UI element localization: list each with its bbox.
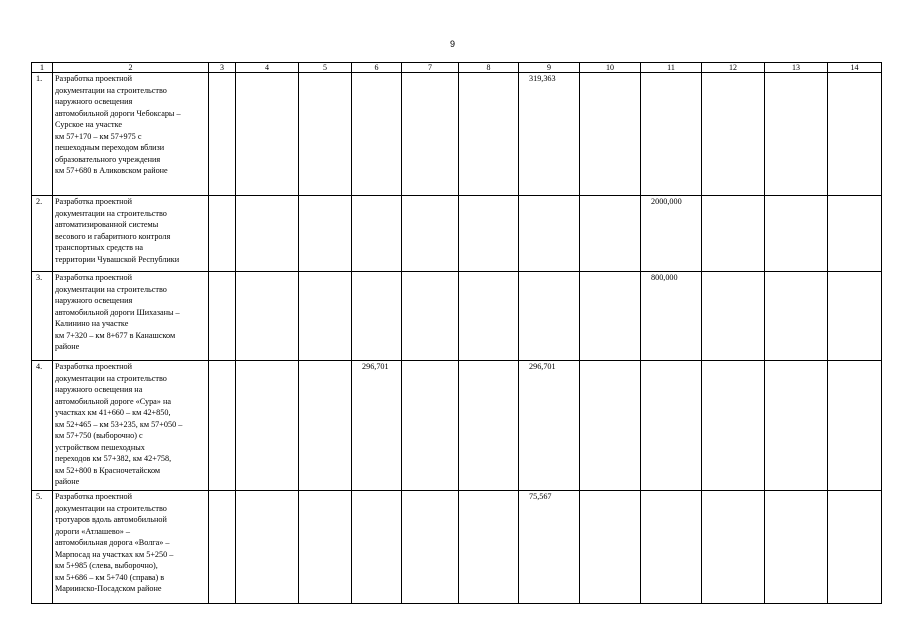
- description-line: км 52+465 – км 53+235, км 57+050 –: [55, 419, 183, 429]
- description-line: весового и габаритного контроля: [55, 231, 171, 241]
- value-cell-col-11: [641, 361, 702, 491]
- empty-cell: [209, 73, 236, 196]
- description-line: Разработка проектной: [55, 362, 133, 371]
- row-description: [53, 491, 209, 604]
- row-number: 3.: [32, 272, 53, 361]
- description-line: Калинино на участке: [55, 319, 129, 328]
- empty-cell: [702, 361, 765, 491]
- empty-cell: [580, 196, 641, 272]
- description-line: автоматизированной системы: [55, 220, 159, 229]
- value-cell-col-6: [352, 491, 402, 604]
- description-line: км 57+170 – км 57+975 с: [55, 131, 142, 141]
- header-cell-10: 10: [580, 63, 641, 73]
- description-line: Разработка проектной: [55, 197, 133, 206]
- value-cell-col-6: [352, 196, 402, 272]
- empty-cell: [459, 73, 519, 196]
- empty-cell: [402, 73, 459, 196]
- table-row: [32, 196, 882, 272]
- value-cell-col-9: 319,363: [519, 73, 580, 196]
- description-line: Марпосад на участках км 5+250 –: [55, 549, 174, 559]
- empty-cell: [702, 196, 765, 272]
- table-row: [32, 272, 882, 361]
- empty-cell: [702, 491, 765, 604]
- value-cell-col-11: 800,000: [641, 272, 702, 361]
- empty-cell: [299, 73, 352, 196]
- description-line: Мариинско-Посадском районе: [55, 584, 162, 593]
- empty-cell: [580, 491, 641, 604]
- description-line: Сурское на участке: [55, 120, 123, 129]
- description-line: наружного освещения: [55, 296, 133, 305]
- empty-cell: [299, 361, 352, 491]
- empty-cell: [299, 491, 352, 604]
- table-row: [32, 361, 882, 491]
- header-cell-8: 8: [459, 63, 519, 73]
- header-cell-13: 13: [765, 63, 828, 73]
- value-cell-col-11: 2000,000: [641, 196, 702, 272]
- funding-table: [31, 62, 882, 604]
- header-cell-5: 5: [299, 63, 352, 73]
- empty-cell: [402, 196, 459, 272]
- header-cell-1: 1: [32, 63, 53, 73]
- empty-cell: [580, 73, 641, 196]
- empty-cell: [236, 272, 299, 361]
- description-line: наружного освещения на: [55, 385, 143, 394]
- description-line: Разработка проектной: [55, 74, 133, 83]
- table-row: [32, 491, 882, 604]
- empty-cell: [580, 272, 641, 361]
- description-line: документации на строительство: [55, 208, 167, 218]
- header-cell-4: 4: [236, 63, 299, 73]
- description-line: документации на строительство: [55, 373, 167, 383]
- description-line: Разработка проектной: [55, 273, 133, 282]
- empty-cell: [236, 196, 299, 272]
- empty-cell: [209, 196, 236, 272]
- description-line: устройством пешеходных: [55, 442, 145, 452]
- description-line: тротуаров вдоль автомобильной: [55, 515, 167, 524]
- value-cell-col-9: 75,567: [519, 491, 580, 604]
- description-line: дороги «Атлашево» –: [55, 526, 131, 536]
- description-line: автомобильной дороги Шихазаны –: [55, 307, 180, 317]
- empty-cell: [828, 491, 882, 604]
- row-description: [53, 272, 209, 361]
- value-cell-col-11: [641, 73, 702, 196]
- description-line: автомобильной дороге «Сура» на: [55, 396, 171, 406]
- empty-cell: [702, 73, 765, 196]
- empty-cell: [459, 491, 519, 604]
- description-line: Разработка проектной: [55, 492, 133, 501]
- description-line: автомобильная дорога «Волга» –: [55, 538, 170, 547]
- page-number: 9: [449, 39, 455, 49]
- header-cell-6: 6: [352, 63, 402, 73]
- empty-cell: [236, 361, 299, 491]
- table-row: [32, 73, 882, 196]
- value-cell-col-6: [352, 272, 402, 361]
- empty-cell: [209, 272, 236, 361]
- description-line: км 57+750 (выборочно) с: [55, 431, 143, 440]
- description-line: транспортных средств на: [55, 243, 144, 252]
- row-description: [53, 196, 209, 272]
- empty-cell: [299, 196, 352, 272]
- description-line: документации на строительство: [55, 284, 167, 294]
- empty-cell: [402, 361, 459, 491]
- description-line: участках км 41+660 – км 42+850,: [55, 408, 171, 417]
- description-line: автомобильной дороги Чебоксары –: [55, 108, 181, 118]
- description-line: наружного освещения: [55, 97, 133, 106]
- empty-cell: [402, 272, 459, 361]
- empty-cell: [828, 73, 882, 196]
- header-cell-7: 7: [402, 63, 459, 73]
- value-cell-col-9: 296,701: [519, 361, 580, 491]
- empty-cell: [459, 196, 519, 272]
- header-cell-9: 9: [519, 63, 580, 73]
- description-line: территории Чувашской Республики: [55, 254, 180, 264]
- empty-cell: [236, 491, 299, 604]
- description-line: пешеходным переходом вблизи: [55, 143, 165, 152]
- description-line: км 5+985 (слева, выборочно),: [55, 561, 158, 570]
- empty-cell: [580, 361, 641, 491]
- description-line: переходов км 57+382, км 42+758,: [55, 454, 172, 463]
- header-cell-3: 3: [209, 63, 236, 73]
- empty-cell: [236, 73, 299, 196]
- value-cell-col-6: 296,701: [352, 361, 402, 491]
- empty-cell: [402, 491, 459, 604]
- empty-cell: [765, 196, 828, 272]
- header-cell-2: 2: [53, 63, 209, 73]
- description-line: км 57+680 в Аликовском районе: [55, 166, 168, 175]
- description-line: документации на строительство: [55, 85, 167, 95]
- header-cell-12: 12: [702, 63, 765, 73]
- row-description: [53, 73, 209, 196]
- empty-cell: [828, 196, 882, 272]
- empty-cell: [765, 73, 828, 196]
- empty-cell: [209, 361, 236, 491]
- header-cell-14: 14: [828, 63, 882, 73]
- empty-cell: [209, 491, 236, 604]
- value-cell-col-11: [641, 491, 702, 604]
- row-number: 1.: [32, 73, 53, 196]
- empty-cell: [828, 272, 882, 361]
- empty-cell: [299, 272, 352, 361]
- empty-cell: [765, 272, 828, 361]
- empty-cell: [828, 361, 882, 491]
- description-line: км 52+800 в Красночетайском: [55, 465, 161, 475]
- description-line: км 7+320 – км 8+677 в Канашском: [55, 330, 176, 340]
- description-line: районе: [55, 342, 80, 351]
- header-row: [32, 63, 882, 73]
- empty-cell: [702, 272, 765, 361]
- description-line: образовательного учреждения: [55, 154, 161, 164]
- empty-cell: [765, 491, 828, 604]
- description-line: км 5+686 – км 5+740 (справа) в: [55, 572, 165, 582]
- value-cell-col-9: [519, 272, 580, 361]
- value-cell-col-9: [519, 196, 580, 272]
- empty-cell: [459, 272, 519, 361]
- empty-cell: [459, 361, 519, 491]
- value-cell-col-6: [352, 73, 402, 196]
- row-number: 2.: [32, 196, 53, 272]
- empty-cell: [765, 361, 828, 491]
- row-description: [53, 361, 209, 491]
- header-cell-11: 11: [641, 63, 702, 73]
- description-line: районе: [55, 477, 80, 486]
- row-number: 5.: [32, 491, 53, 604]
- row-number: 4.: [32, 361, 53, 491]
- description-line: документации на строительство: [55, 503, 167, 513]
